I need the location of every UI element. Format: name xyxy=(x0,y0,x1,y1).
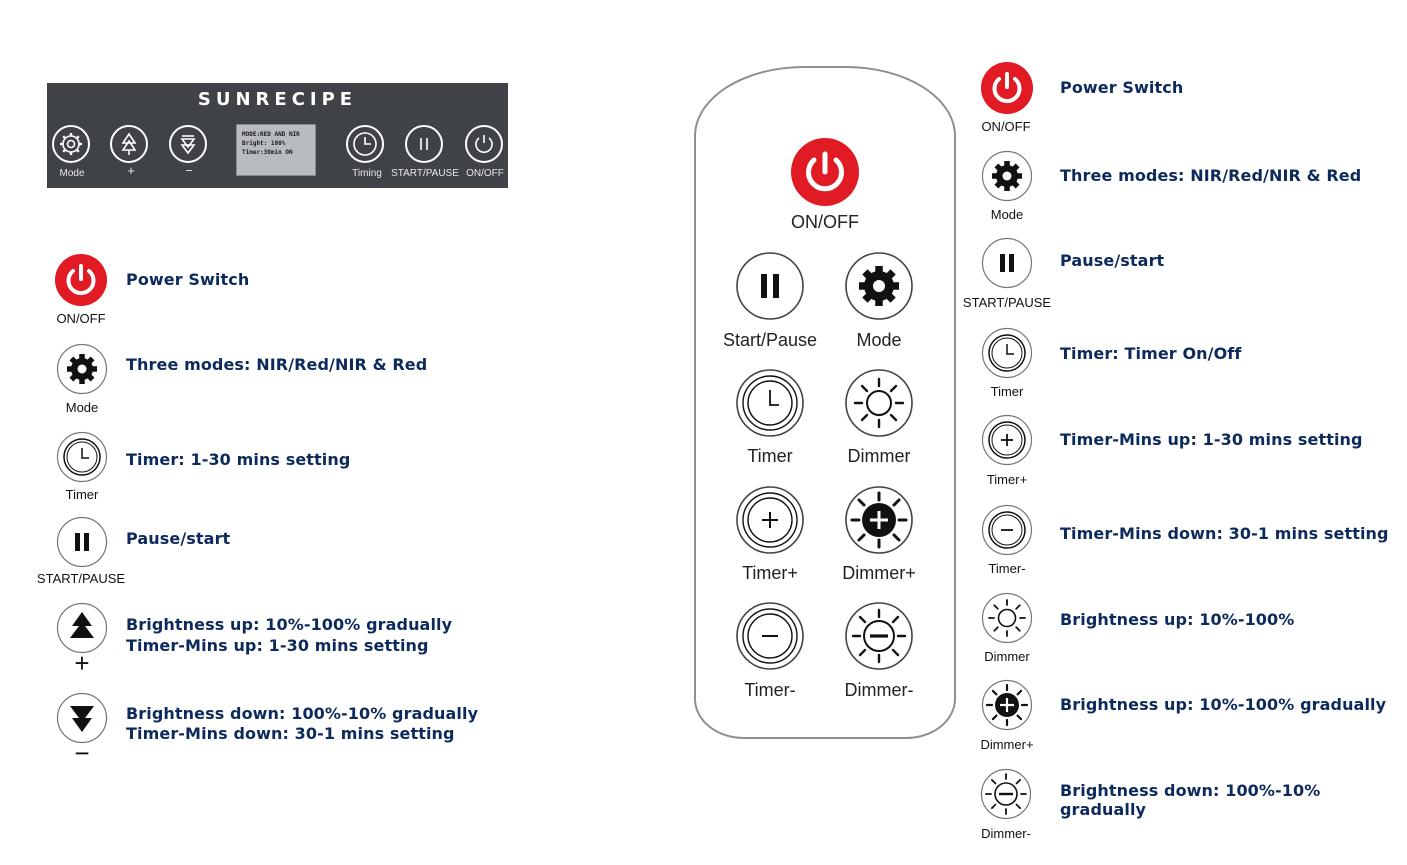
right-dimmer-minus-text: Brightness down: 100%-10% gradually xyxy=(1060,781,1321,819)
remote-start-pause-button[interactable] xyxy=(735,251,805,321)
left-triangle-down-icon xyxy=(56,692,108,744)
right-dimmer-plus-icon xyxy=(981,679,1033,731)
remote-timer-label: Timer xyxy=(747,446,793,466)
remote-mode-label: Mode xyxy=(856,330,902,350)
panel-power-button[interactable] xyxy=(465,125,503,163)
left-clock-caption: Timer xyxy=(65,487,99,502)
left-gear-caption: Mode xyxy=(65,400,99,415)
panel-start-pause-button[interactable] xyxy=(405,125,443,163)
power-icon xyxy=(467,127,501,161)
right-dimmer-plus-caption: Dimmer+ xyxy=(980,737,1034,752)
remote-power-label: ON/OFF xyxy=(791,212,859,232)
panel-plus-label: + xyxy=(127,163,135,178)
remote-timer-minus-label: Timer- xyxy=(744,680,796,700)
left-gear-icon xyxy=(56,343,108,395)
right-power-text: Power Switch xyxy=(1060,78,1184,97)
remote-timer-minus-button[interactable] xyxy=(735,601,805,671)
remote-timer-plus-label: Timer+ xyxy=(742,563,798,583)
clock-icon xyxy=(348,127,382,161)
right-dimmer-minus-caption: Dimmer- xyxy=(981,826,1031,841)
right-dimmer-text: Brightness up: 10%-100% xyxy=(1060,610,1295,629)
panel-plus-button[interactable] xyxy=(110,125,148,163)
left-pause-icon xyxy=(56,516,108,568)
left-clock-icon xyxy=(56,431,108,483)
panel-start-pause-label: START/PAUSE xyxy=(391,168,459,179)
right-timer-plus-text: Timer-Mins up: 1-30 mins setting xyxy=(1060,430,1363,449)
remote-dimmer-minus-button[interactable] xyxy=(844,601,914,671)
right-clock-text: Timer: Timer On/Off xyxy=(1060,344,1242,363)
left-plus-caption: + xyxy=(74,648,90,678)
remote-timer-plus-button[interactable] xyxy=(735,485,805,555)
left-triangle-up-icon xyxy=(56,602,108,654)
brightness-up-icon xyxy=(112,127,146,161)
remote-dimmer-label: Dimmer xyxy=(847,446,911,466)
pause-icon xyxy=(735,251,805,321)
remote-dimmer-minus-label: Dimmer- xyxy=(844,680,914,700)
remote-power-button[interactable] xyxy=(790,137,860,207)
left-up-text-1: Brightness up: 10%-100% gradually xyxy=(126,615,453,634)
dimmer-plus-icon xyxy=(844,485,914,555)
brand-logo: SUNRECIPE xyxy=(197,89,358,110)
remote-start-pause-label: Start/Pause xyxy=(722,330,818,350)
remote-dimmer-plus-label: Dimmer+ xyxy=(842,563,916,583)
control-panel xyxy=(47,83,508,188)
right-gear-caption: Mode xyxy=(990,207,1024,222)
remote-dimmer-button[interactable] xyxy=(844,368,914,438)
right-clock-caption: Timer xyxy=(990,384,1024,399)
right-gear-icon xyxy=(981,150,1033,202)
right-timer-minus-icon xyxy=(981,504,1033,556)
panel-mode-button[interactable] xyxy=(52,125,90,163)
panel-mode-label: Mode xyxy=(59,168,85,179)
left-down-text-2: Timer-Mins down: 30-1 mins setting xyxy=(126,724,455,743)
lcd-display xyxy=(236,124,316,176)
lcd-bright-line: Bright: 100% xyxy=(242,140,286,147)
panel-minus-button[interactable] xyxy=(169,125,207,163)
right-dimmer-plus-text: Brightness up: 10%-100% gradually xyxy=(1060,695,1387,714)
left-power-icon xyxy=(55,254,107,306)
right-pause-text: Pause/start xyxy=(1060,251,1165,270)
gear-icon xyxy=(54,127,88,161)
panel-timing-label: Timing xyxy=(352,168,382,179)
gear-icon xyxy=(844,251,914,321)
right-clock-icon xyxy=(981,327,1033,379)
right-pause-icon xyxy=(981,237,1033,289)
right-timer-plus-caption: Timer+ xyxy=(986,472,1028,487)
left-power-text: Power Switch xyxy=(126,270,250,289)
left-pause-caption: START/PAUSE xyxy=(36,571,126,586)
timer-plus-icon xyxy=(735,485,805,555)
right-dimmer-caption: Dimmer xyxy=(984,649,1030,664)
left-clock-text: Timer: 1-30 mins setting xyxy=(126,450,351,469)
power-icon xyxy=(790,137,860,207)
right-timer-minus-text: Timer-Mins down: 30-1 mins setting xyxy=(1060,524,1389,543)
remote-mode-button[interactable] xyxy=(844,251,914,321)
timer-minus-icon xyxy=(735,601,805,671)
left-minus-caption: − xyxy=(74,738,90,768)
right-power-caption: ON/OFF xyxy=(981,119,1031,134)
left-gear-text: Three modes: NIR/Red/NIR & Red xyxy=(126,355,428,374)
dimmer-minus-icon xyxy=(844,601,914,671)
right-timer-plus-icon xyxy=(981,414,1033,466)
left-power-caption: ON/OFF xyxy=(56,311,106,326)
clock-icon xyxy=(735,368,805,438)
right-timer-minus-caption: Timer- xyxy=(988,561,1026,576)
brightness-down-icon xyxy=(171,127,205,161)
left-down-text-1: Brightness down: 100%-10% gradually xyxy=(126,704,479,723)
remote-timer-button[interactable] xyxy=(735,368,805,438)
panel-timing-button[interactable] xyxy=(346,125,384,163)
right-power-icon xyxy=(981,62,1033,114)
remote-dimmer-plus-button[interactable] xyxy=(844,485,914,555)
right-pause-caption: START/PAUSE xyxy=(962,295,1052,310)
right-sun-icon xyxy=(981,592,1033,644)
panel-minus-label: − xyxy=(185,163,193,178)
right-gear-text: Three modes: NIR/Red/NIR & Red xyxy=(1060,166,1362,185)
panel-power-label: ON/OFF xyxy=(466,168,504,179)
left-up-text-2: Timer-Mins up: 1-30 mins setting xyxy=(126,636,429,655)
lcd-timer-line: Timer:30min ON xyxy=(242,149,293,156)
lcd-mode-line: MODE:RED AND NIR xyxy=(242,131,300,138)
left-pause-text: Pause/start xyxy=(126,529,231,548)
sun-icon xyxy=(844,368,914,438)
pause-icon xyxy=(407,127,441,161)
right-dimmer-minus-icon xyxy=(980,768,1032,820)
